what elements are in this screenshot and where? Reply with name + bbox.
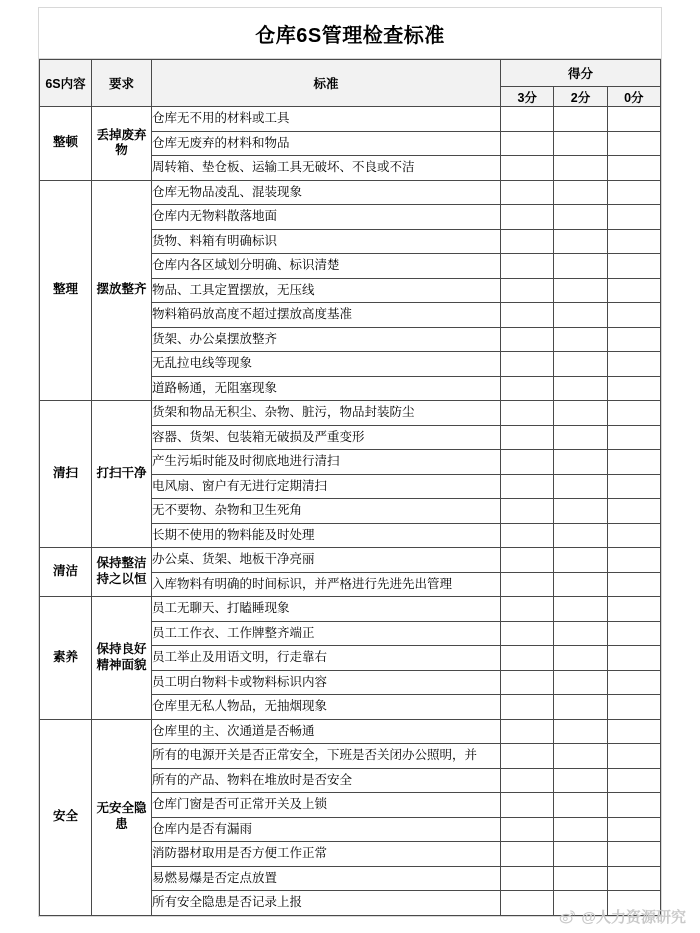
header-score-0: 0分 bbox=[607, 87, 660, 107]
cell-standard: 货物、料箱有明确标识 bbox=[152, 229, 501, 254]
cell-score-2[interactable] bbox=[554, 205, 607, 230]
cell-score-2[interactable] bbox=[554, 278, 607, 303]
cell-score-0[interactable] bbox=[607, 303, 660, 328]
cell-score-2[interactable] bbox=[554, 131, 607, 156]
cell-score-3[interactable] bbox=[501, 131, 554, 156]
cell-score-2[interactable] bbox=[554, 499, 607, 524]
cell-score-0[interactable] bbox=[607, 499, 660, 524]
cell-score-0[interactable] bbox=[607, 327, 660, 352]
cell-requirement: 无安全隐患 bbox=[92, 719, 152, 915]
cell-score-2[interactable] bbox=[554, 156, 607, 181]
cell-standard: 员工举止及用语文明，行走靠右 bbox=[152, 646, 501, 671]
cell-score-2[interactable] bbox=[554, 891, 607, 916]
cell-standard: 易燃易爆是否定点放置 bbox=[152, 866, 501, 891]
cell-category: 整理 bbox=[40, 180, 92, 401]
cell-score-3[interactable] bbox=[501, 817, 554, 842]
cell-score-2[interactable] bbox=[554, 744, 607, 769]
cell-score-3[interactable] bbox=[501, 719, 554, 744]
table-row bbox=[40, 719, 661, 744]
header-score-2: 2分 bbox=[554, 87, 607, 107]
cell-score-0[interactable] bbox=[607, 719, 660, 744]
cell-standard: 仓库无物品凌乱、混装现象 bbox=[152, 180, 501, 205]
cell-standard: 货架和物品无积尘、杂物、脏污，物品封装防尘 bbox=[152, 401, 501, 426]
cell-score-2[interactable] bbox=[554, 303, 607, 328]
cell-standard: 所有的产品、物料在堆放时是否安全 bbox=[152, 768, 501, 793]
cell-score-0[interactable] bbox=[607, 572, 660, 597]
cell-score-0[interactable] bbox=[607, 352, 660, 377]
cell-standard: 仓库内是否有漏雨 bbox=[152, 817, 501, 842]
cell-score-3[interactable] bbox=[501, 425, 554, 450]
header-row-main bbox=[40, 60, 661, 87]
header-category: 6S内容 bbox=[40, 60, 92, 107]
table-row bbox=[40, 597, 661, 622]
cell-score-0[interactable] bbox=[607, 254, 660, 279]
page-title: 仓库6S管理检查标准 bbox=[255, 24, 445, 47]
cell-score-3[interactable] bbox=[501, 254, 554, 279]
cell-score-2[interactable] bbox=[554, 327, 607, 352]
cell-standard: 办公桌、货架、地板干净亮丽 bbox=[152, 548, 501, 573]
cell-score-0[interactable] bbox=[607, 646, 660, 671]
cell-score-3[interactable] bbox=[501, 474, 554, 499]
cell-score-2[interactable] bbox=[554, 425, 607, 450]
title-bar bbox=[39, 8, 661, 59]
cell-score-3[interactable] bbox=[501, 695, 554, 720]
cell-standard: 物品、工具定置摆放，无压线 bbox=[152, 278, 501, 303]
cell-score-0[interactable] bbox=[607, 107, 660, 132]
cell-standard: 所有的电源开关是否正常安全，下班是否关闭办公照明，并 bbox=[152, 744, 501, 769]
cell-score-3[interactable] bbox=[501, 646, 554, 671]
cell-score-2[interactable] bbox=[554, 523, 607, 548]
cell-score-0[interactable] bbox=[607, 768, 660, 793]
cell-standard: 周转箱、垫仓板、运输工具无破坏、不良或不洁 bbox=[152, 156, 501, 181]
cell-score-0[interactable] bbox=[607, 205, 660, 230]
cell-score-0[interactable] bbox=[607, 670, 660, 695]
cell-score-0[interactable] bbox=[607, 229, 660, 254]
table-row bbox=[40, 180, 661, 205]
header-score-group: 得分 bbox=[501, 60, 661, 87]
cell-score-3[interactable] bbox=[501, 891, 554, 916]
cell-score-0[interactable] bbox=[607, 425, 660, 450]
cell-score-3[interactable] bbox=[501, 866, 554, 891]
cell-score-0[interactable] bbox=[607, 621, 660, 646]
cell-score-3[interactable] bbox=[501, 621, 554, 646]
cell-score-2[interactable] bbox=[554, 670, 607, 695]
cell-standard: 无不要物、杂物和卫生死角 bbox=[152, 499, 501, 524]
cell-score-0[interactable] bbox=[607, 597, 660, 622]
cell-score-0[interactable] bbox=[607, 817, 660, 842]
cell-standard: 长期不使用的物料能及时处理 bbox=[152, 523, 501, 548]
cell-score-2[interactable] bbox=[554, 842, 607, 867]
cell-score-2[interactable] bbox=[554, 352, 607, 377]
cell-score-2[interactable] bbox=[554, 254, 607, 279]
table-row bbox=[40, 548, 661, 573]
cell-score-2[interactable] bbox=[554, 107, 607, 132]
cell-score-0[interactable] bbox=[607, 401, 660, 426]
cell-score-2[interactable] bbox=[554, 474, 607, 499]
cell-score-3[interactable] bbox=[501, 499, 554, 524]
cell-score-0[interactable] bbox=[607, 842, 660, 867]
cell-category: 安全 bbox=[40, 719, 92, 915]
cell-score-2[interactable] bbox=[554, 621, 607, 646]
cell-score-0[interactable] bbox=[607, 695, 660, 720]
cell-score-2[interactable] bbox=[554, 229, 607, 254]
inspection-standard-table bbox=[39, 59, 661, 916]
cell-score-3[interactable] bbox=[501, 278, 554, 303]
cell-standard: 员工明白物料卡或物料标识内容 bbox=[152, 670, 501, 695]
cell-score-0[interactable] bbox=[607, 156, 660, 181]
cell-score-0[interactable] bbox=[607, 891, 660, 916]
cell-requirement: 打扫干净 bbox=[92, 401, 152, 548]
cell-score-0[interactable] bbox=[607, 548, 660, 573]
cell-standard: 所有安全隐患是否记录上报 bbox=[152, 891, 501, 916]
cell-score-2[interactable] bbox=[554, 646, 607, 671]
cell-standard: 产生污垢时能及时彻底地进行清扫 bbox=[152, 450, 501, 475]
header-requirement: 要求 bbox=[92, 60, 152, 107]
cell-requirement: 保持良好精神面貌 bbox=[92, 597, 152, 720]
cell-score-3[interactable] bbox=[501, 107, 554, 132]
cell-standard: 无乱拉电线等现象 bbox=[152, 352, 501, 377]
cell-requirement: 保持整洁持之以恒 bbox=[92, 548, 152, 597]
cell-standard: 道路畅通，无阻塞现象 bbox=[152, 376, 501, 401]
cell-standard: 仓库门窗是否可正常开关及上锁 bbox=[152, 793, 501, 818]
cell-score-2[interactable] bbox=[554, 768, 607, 793]
cell-score-3[interactable] bbox=[501, 572, 554, 597]
cell-score-2[interactable] bbox=[554, 719, 607, 744]
cell-standard: 员工工作衣、工作牌整齐端正 bbox=[152, 621, 501, 646]
cell-score-2[interactable] bbox=[554, 597, 607, 622]
table-header bbox=[40, 60, 661, 107]
cell-score-3[interactable] bbox=[501, 768, 554, 793]
cell-score-2[interactable] bbox=[554, 793, 607, 818]
cell-standard: 仓库内各区域划分明确、标识清楚 bbox=[152, 254, 501, 279]
cell-score-0[interactable] bbox=[607, 744, 660, 769]
cell-score-3[interactable] bbox=[501, 352, 554, 377]
cell-score-3[interactable] bbox=[501, 744, 554, 769]
cell-score-0[interactable] bbox=[607, 523, 660, 548]
cell-score-2[interactable] bbox=[554, 817, 607, 842]
cell-score-3[interactable] bbox=[501, 401, 554, 426]
cell-score-3[interactable] bbox=[501, 842, 554, 867]
cell-score-0[interactable] bbox=[607, 131, 660, 156]
cell-standard: 仓库里的主、次通道是否畅通 bbox=[152, 719, 501, 744]
cell-score-3[interactable] bbox=[501, 548, 554, 573]
cell-score-2[interactable] bbox=[554, 401, 607, 426]
cell-score-0[interactable] bbox=[607, 180, 660, 205]
cell-category: 整顿 bbox=[40, 107, 92, 181]
cell-category: 清扫 bbox=[40, 401, 92, 548]
cell-score-0[interactable] bbox=[607, 278, 660, 303]
cell-score-3[interactable] bbox=[501, 229, 554, 254]
cell-score-2[interactable] bbox=[554, 548, 607, 573]
cell-standard: 货架、办公桌摆放整齐 bbox=[152, 327, 501, 352]
cell-score-2[interactable] bbox=[554, 695, 607, 720]
header-score-3: 3分 bbox=[501, 87, 554, 107]
cell-score-0[interactable] bbox=[607, 474, 660, 499]
table-body bbox=[40, 107, 661, 916]
cell-score-3[interactable] bbox=[501, 670, 554, 695]
cell-score-3[interactable] bbox=[501, 597, 554, 622]
cell-score-3[interactable] bbox=[501, 180, 554, 205]
cell-score-3[interactable] bbox=[501, 303, 554, 328]
cell-requirement: 丢掉废弃物 bbox=[92, 107, 152, 181]
cell-score-3[interactable] bbox=[501, 327, 554, 352]
cell-score-3[interactable] bbox=[501, 523, 554, 548]
cell-standard: 电风扇、窗户有无进行定期清扫 bbox=[152, 474, 501, 499]
worksheet bbox=[38, 7, 662, 917]
cell-score-3[interactable] bbox=[501, 793, 554, 818]
cell-score-3[interactable] bbox=[501, 156, 554, 181]
cell-standard: 仓库无不用的材料或工具 bbox=[152, 107, 501, 132]
cell-standard: 仓库内无物料散落地面 bbox=[152, 205, 501, 230]
cell-score-0[interactable] bbox=[607, 376, 660, 401]
cell-requirement: 摆放整齐 bbox=[92, 180, 152, 401]
cell-score-2[interactable] bbox=[554, 376, 607, 401]
watermark-text: @人力资源研究 bbox=[581, 909, 686, 926]
cell-standard: 容器、货架、包装箱无破损及严重变形 bbox=[152, 425, 501, 450]
table-row bbox=[40, 401, 661, 426]
cell-score-3[interactable] bbox=[501, 376, 554, 401]
table-row bbox=[40, 107, 661, 132]
cell-standard: 仓库里无私人物品，无抽烟现象 bbox=[152, 695, 501, 720]
cell-score-2[interactable] bbox=[554, 180, 607, 205]
cell-standard: 消防器材取用是否方便工作正常 bbox=[152, 842, 501, 867]
cell-score-2[interactable] bbox=[554, 866, 607, 891]
cell-standard: 物料箱码放高度不超过摆放高度基准 bbox=[152, 303, 501, 328]
cell-score-0[interactable] bbox=[607, 866, 660, 891]
cell-score-0[interactable] bbox=[607, 793, 660, 818]
cell-category: 素养 bbox=[40, 597, 92, 720]
cell-category: 清洁 bbox=[40, 548, 92, 597]
header-standard: 标准 bbox=[152, 60, 501, 107]
cell-score-0[interactable] bbox=[607, 450, 660, 475]
cell-standard: 仓库无废弃的材料和物品 bbox=[152, 131, 501, 156]
cell-standard: 员工无聊天、打瞌睡现象 bbox=[152, 597, 501, 622]
cell-score-2[interactable] bbox=[554, 572, 607, 597]
cell-score-3[interactable] bbox=[501, 205, 554, 230]
cell-score-3[interactable] bbox=[501, 450, 554, 475]
cell-standard: 入库物料有明确的时间标识，并严格进行先进先出管理 bbox=[152, 572, 501, 597]
cell-score-2[interactable] bbox=[554, 450, 607, 475]
